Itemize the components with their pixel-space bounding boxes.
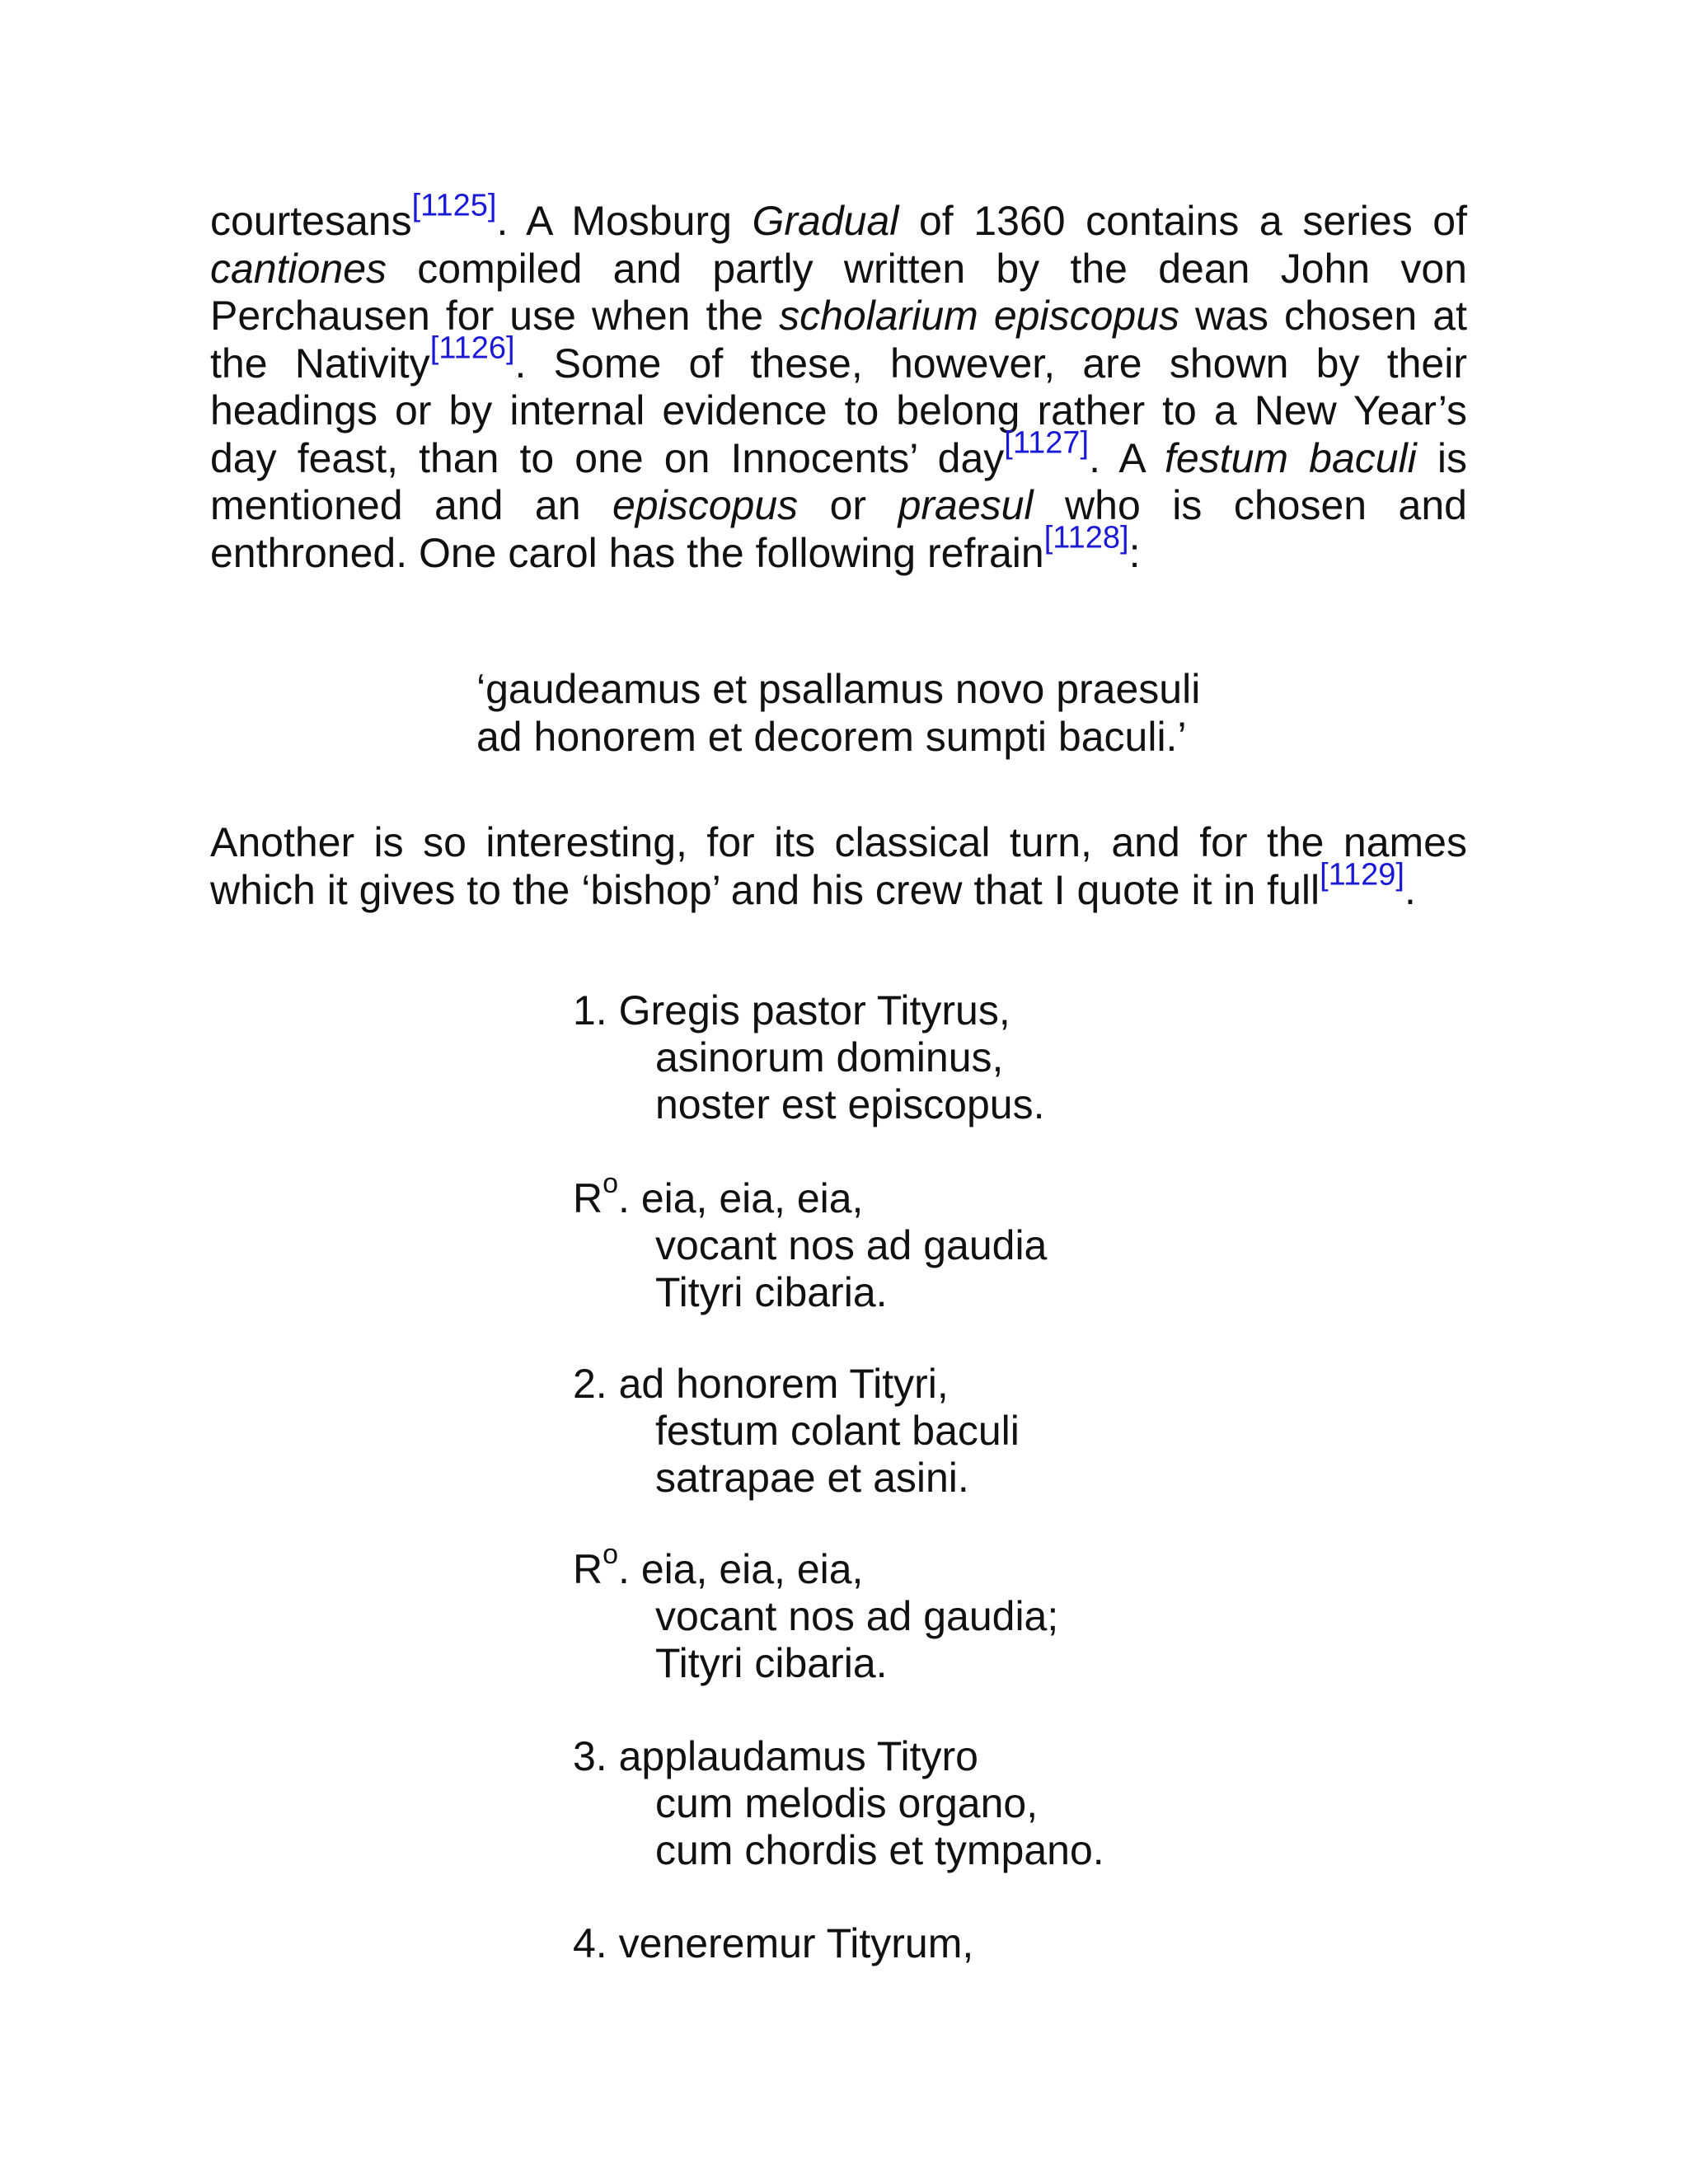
poem-stanza-4 — [573, 1920, 973, 1967]
paragraph-1 — [210, 188, 1467, 577]
italic-term: festum baculi — [1165, 434, 1417, 481]
poem-stanza-2 — [573, 1361, 1020, 1502]
refrain-mark-superscript: o — [603, 1539, 619, 1571]
poem-stanza-3 — [573, 1733, 1104, 1874]
footnote-link-1125[interactable]: [1125] — [411, 188, 497, 223]
text-segment: or — [798, 482, 898, 528]
text-segment: is mentioned and an — [210, 434, 1467, 528]
refrain-text: . eia, eia, eia, — [618, 1546, 864, 1592]
poem-line: Tityri cibaria. — [655, 1640, 888, 1686]
italic-term: cantiones — [210, 245, 387, 292]
text-segment: . A — [1089, 434, 1165, 481]
text-segment: was chosen at the Nativity — [210, 293, 1467, 387]
poem-line: vocant nos ad gaudia; — [655, 1593, 1059, 1639]
text-segment: Another is so interesting, for its classical turn, and for the names which it gives to the ‘bishop’ and his crew that I quote it in full — [210, 819, 1467, 913]
poem-stanza-1 — [573, 987, 1045, 1128]
footnote-link-1129[interactable]: [1129] — [1320, 856, 1404, 892]
poem-line — [573, 1168, 1047, 1222]
paragraph-2 — [210, 819, 1467, 914]
quote-line: ad honorem et decorem sumpti baculi.’ — [476, 713, 1187, 760]
refrain-mark: R — [573, 1546, 603, 1592]
text-segment: compiled and partly written by the dean John von Perchausen for use when the — [210, 245, 1467, 339]
refrain-text: . eia, eia, eia, — [618, 1175, 864, 1221]
text-segment: courtesans — [210, 198, 412, 244]
poem-line: asinorum dominus, — [655, 1034, 1004, 1080]
poem-line: satrapae et asini. — [655, 1455, 969, 1501]
block-quote — [476, 666, 1200, 761]
footnote-link-1127[interactable]: [1127] — [1004, 424, 1090, 460]
poem-line — [573, 1539, 1058, 1593]
footnote-link-1128[interactable]: [1128] — [1043, 519, 1129, 555]
poem-line: 2. ad honorem Tityri, — [573, 1361, 949, 1407]
footnote-link-1126[interactable]: [1126] — [429, 330, 515, 365]
text-segment: who is chosen and enthroned. One carol has the following refrain — [210, 482, 1467, 576]
text-segment: of 1360 contains a series of — [898, 198, 1467, 244]
text-segment: : — [1128, 529, 1141, 576]
poem-line: 1. Gregis pastor Tityrus, — [573, 987, 1010, 1033]
quote-line: ‘gaudeamus et psallamus novo praesuli — [476, 666, 1201, 712]
text-segment: . — [1404, 866, 1416, 913]
poem-refrain-2 — [573, 1539, 1059, 1687]
text-segment: . Some of these, however, are shown by their headings or by internal evidence to belong rather to a New Year’s day feast, than to one on Innocents’ day — [210, 340, 1467, 481]
poem-line: festum colant baculi — [655, 1408, 1020, 1454]
italic-term: episcopus — [612, 482, 799, 528]
italic-term: praesul — [898, 482, 1034, 528]
poem-line: 4. veneremur Tityrum, — [573, 1920, 974, 1966]
text-segment: . A Mosburg — [496, 198, 753, 244]
poem-line: cum melodis organo, — [655, 1780, 1039, 1826]
refrain-mark: R — [573, 1175, 603, 1221]
poem-line: Tityri cibaria. — [655, 1269, 888, 1315]
poem-line: noster est episcopus. — [655, 1081, 1045, 1127]
poem-line: cum chordis et tympano. — [655, 1827, 1104, 1873]
italic-term: Gradual — [752, 198, 899, 244]
poem-line: vocant nos ad gaudia — [655, 1222, 1048, 1268]
italic-term: scholarium episcopus — [779, 293, 1179, 339]
refrain-mark-superscript: o — [603, 1168, 619, 1200]
poem-refrain-1 — [573, 1168, 1048, 1316]
poem-line: 3. applaudamus Tityro — [573, 1733, 978, 1779]
